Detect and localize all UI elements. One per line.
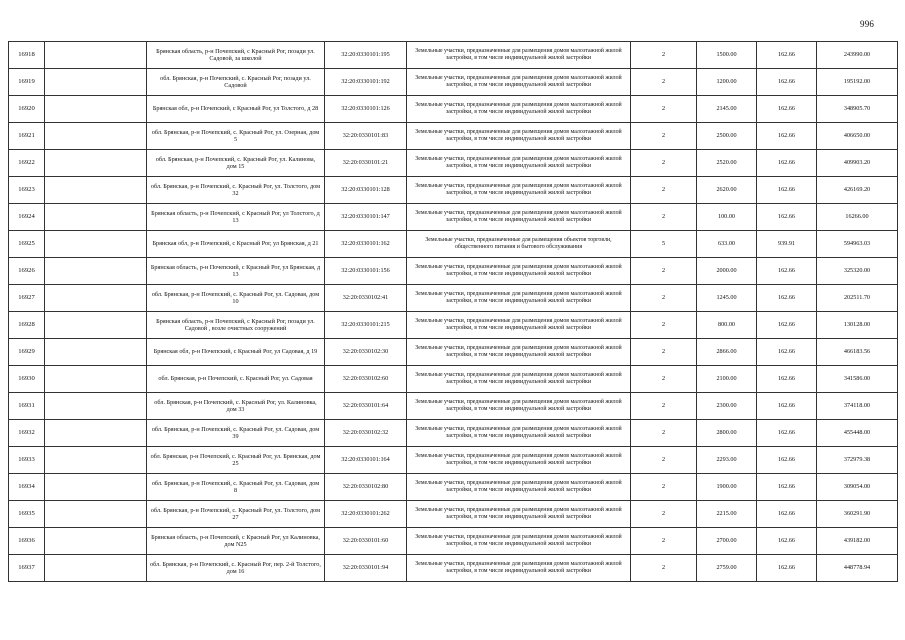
- blank-cell: [45, 96, 147, 123]
- area-cell: 2520.00: [697, 150, 757, 177]
- table-body: [9, 42, 898, 582]
- permitted-use-cell: Земельные участки, предназначенные для размещения домов малоэтажной жилой застройки, в том числе индивидуальной жилой застройки: [407, 42, 631, 69]
- area-cell: 1200.00: [697, 69, 757, 96]
- group-cell: 2: [631, 474, 697, 501]
- table-row: [9, 177, 898, 204]
- group-cell: 2: [631, 393, 697, 420]
- cadastral-number-cell: 32:20:0330101:21: [325, 150, 407, 177]
- permitted-use-cell: Земельные участки, предназначенные для размещения домов малоэтажной жилой застройки, в том числе индивидуальной жилой застройки: [407, 312, 631, 339]
- specific-value-cell: 162.66: [757, 96, 817, 123]
- cadastral-value-cell: 243990.00: [817, 42, 898, 69]
- area-cell: 800.00: [697, 312, 757, 339]
- row-number-cell: 16919: [9, 69, 45, 96]
- specific-value-cell: 162.66: [757, 285, 817, 312]
- permitted-use-cell: Земельные участки, предназначенные для размещения домов малоэтажной жилой застройки, в том числе индивидуальной жилой застройки: [407, 501, 631, 528]
- specific-value-cell: 162.66: [757, 366, 817, 393]
- address-cell: Брянская область, р-н Почепский, с Красный Рог, позади ул. Садовой , возле очистных сооружений: [147, 312, 325, 339]
- blank-cell: [45, 366, 147, 393]
- row-number-cell: 16936: [9, 528, 45, 555]
- area-cell: 2866.00: [697, 339, 757, 366]
- specific-value-cell: 162.66: [757, 555, 817, 582]
- page-number: 996: [860, 19, 875, 29]
- blank-cell: [45, 42, 147, 69]
- blank-cell: [45, 555, 147, 582]
- specific-value-cell: 162.66: [757, 123, 817, 150]
- cadastral-number-cell: 32:20:0330101:162: [325, 231, 407, 258]
- permitted-use-cell: Земельные участки, предназначенные для размещения домов малоэтажной жилой застройки, в том числе индивидуальной жилой застройки: [407, 393, 631, 420]
- table-row: [9, 555, 898, 582]
- blank-cell: [45, 258, 147, 285]
- table-row: [9, 312, 898, 339]
- cadastral-value-cell: 130128.00: [817, 312, 898, 339]
- address-cell: обл. Брянская, р-н Почепский, с. Красный Рог, ул. Брянская, дом 25: [147, 447, 325, 474]
- permitted-use-cell: Земельные участки, предназначенные для размещения домов малоэтажной жилой застройки, в том числе индивидуальной жилой застройки: [407, 366, 631, 393]
- address-cell: обл. Брянская, р-н Почепский, с. Красный Рог, ул. Садовая: [147, 366, 325, 393]
- group-cell: 2: [631, 555, 697, 582]
- area-cell: 2145.00: [697, 96, 757, 123]
- specific-value-cell: 162.66: [757, 393, 817, 420]
- specific-value-cell: 162.66: [757, 501, 817, 528]
- area-cell: 2500.00: [697, 123, 757, 150]
- table-row: [9, 447, 898, 474]
- permitted-use-cell: Земельные участки, предназначенные для размещения домов малоэтажной жилой застройки, в том числе индивидуальной жилой застройки: [407, 96, 631, 123]
- group-cell: 5: [631, 231, 697, 258]
- group-cell: 2: [631, 96, 697, 123]
- cadastral-number-cell: 32:20:0330102:30: [325, 339, 407, 366]
- cadastral-number-cell: 32:20:0330102:80: [325, 474, 407, 501]
- cadastral-value-cell: 426169.20: [817, 177, 898, 204]
- cadastral-number-cell: 32:20:0330101:94: [325, 555, 407, 582]
- cadastral-number-cell: 32:20:0330101:156: [325, 258, 407, 285]
- cadastral-value-cell: 448778.94: [817, 555, 898, 582]
- group-cell: 2: [631, 177, 697, 204]
- permitted-use-cell: Земельные участки, предназначенные для размещения домов малоэтажной жилой застройки, в том числе индивидуальной жилой застройки: [407, 474, 631, 501]
- blank-cell: [45, 501, 147, 528]
- blank-cell: [45, 447, 147, 474]
- row-number-cell: 16920: [9, 96, 45, 123]
- row-number-cell: 16935: [9, 501, 45, 528]
- blank-cell: [45, 393, 147, 420]
- blank-cell: [45, 285, 147, 312]
- table-row: [9, 42, 898, 69]
- row-number-cell: 16921: [9, 123, 45, 150]
- area-cell: 2700.00: [697, 528, 757, 555]
- permitted-use-cell: Земельные участки, предназначенные для размещения домов малоэтажной жилой застройки, в том числе индивидуальной жилой застройки: [407, 339, 631, 366]
- cadastral-value-cell: 341586.00: [817, 366, 898, 393]
- group-cell: 2: [631, 447, 697, 474]
- blank-cell: [45, 231, 147, 258]
- cadastral-value-cell: 372979.38: [817, 447, 898, 474]
- cadastral-number-cell: 32:20:0330102:60: [325, 366, 407, 393]
- blank-cell: [45, 339, 147, 366]
- area-cell: 100.00: [697, 204, 757, 231]
- group-cell: 2: [631, 339, 697, 366]
- cadastral-value-table: [8, 41, 898, 582]
- row-number-cell: 16937: [9, 555, 45, 582]
- group-cell: 2: [631, 69, 697, 96]
- table-row: [9, 420, 898, 447]
- row-number-cell: 16930: [9, 366, 45, 393]
- blank-cell: [45, 177, 147, 204]
- cadastral-number-cell: 32:20:0330101:126: [325, 96, 407, 123]
- specific-value-cell: 162.66: [757, 204, 817, 231]
- table-row: [9, 258, 898, 285]
- blank-cell: [45, 204, 147, 231]
- table-row: [9, 393, 898, 420]
- row-number-cell: 16918: [9, 42, 45, 69]
- group-cell: 2: [631, 420, 697, 447]
- group-cell: 2: [631, 204, 697, 231]
- specific-value-cell: 162.66: [757, 177, 817, 204]
- blank-cell: [45, 123, 147, 150]
- specific-value-cell: 162.66: [757, 69, 817, 96]
- table-row: [9, 69, 898, 96]
- row-number-cell: 16926: [9, 258, 45, 285]
- group-cell: 2: [631, 312, 697, 339]
- area-cell: 2100.00: [697, 366, 757, 393]
- row-number-cell: 16933: [9, 447, 45, 474]
- table-row: [9, 501, 898, 528]
- area-cell: 2800.00: [697, 420, 757, 447]
- group-cell: 2: [631, 42, 697, 69]
- address-cell: обл. Брянская, р-н Почепский, с. Красный Рог, ул. Озерная, дом 5: [147, 123, 325, 150]
- blank-cell: [45, 474, 147, 501]
- cadastral-number-cell: 32:20:0330101:262: [325, 501, 407, 528]
- permitted-use-cell: Земельные участки, предназначенные для размещения домов малоэтажной жилой застройки, в том числе индивидуальной жилой застройки: [407, 555, 631, 582]
- specific-value-cell: 939.91: [757, 231, 817, 258]
- group-cell: 2: [631, 501, 697, 528]
- specific-value-cell: 162.66: [757, 312, 817, 339]
- permitted-use-cell: Земельные участки, предназначенные для размещения домов малоэтажной жилой застройки, в том числе индивидуальной жилой застройки: [407, 177, 631, 204]
- table-row: [9, 339, 898, 366]
- area-cell: 2759.00: [697, 555, 757, 582]
- cadastral-number-cell: 32:20:0330101:83: [325, 123, 407, 150]
- permitted-use-cell: Земельные участки, предназначенные для размещения домов малоэтажной жилой застройки, в том числе индивидуальной жилой застройки: [407, 420, 631, 447]
- row-number-cell: 16927: [9, 285, 45, 312]
- row-number-cell: 16932: [9, 420, 45, 447]
- table-row: [9, 285, 898, 312]
- cadastral-value-cell: 360291.90: [817, 501, 898, 528]
- cadastral-number-cell: 32:20:0330102:32: [325, 420, 407, 447]
- table-row: [9, 528, 898, 555]
- permitted-use-cell: Земельные участки, предназначенные для размещения домов малоэтажной жилой застройки, в том числе индивидуальной жилой застройки: [407, 447, 631, 474]
- row-number-cell: 16925: [9, 231, 45, 258]
- specific-value-cell: 162.66: [757, 150, 817, 177]
- group-cell: 2: [631, 285, 697, 312]
- table-row: [9, 96, 898, 123]
- blank-cell: [45, 312, 147, 339]
- specific-value-cell: 162.66: [757, 258, 817, 285]
- area-cell: 1900.00: [697, 474, 757, 501]
- blank-cell: [45, 528, 147, 555]
- address-cell: Брянская обл, р-н Почепский, с Красный Рог, ул Брянская, д 21: [147, 231, 325, 258]
- row-number-cell: 16931: [9, 393, 45, 420]
- address-cell: обл. Брянская, р-н Почепский, с. Красный Рог, ул. Садовая, дом 39: [147, 420, 325, 447]
- row-number-cell: 16929: [9, 339, 45, 366]
- area-cell: 2215.00: [697, 501, 757, 528]
- address-cell: Брянская область, р-н Почепский, с Красный Рог, ул Брянская, д 13: [147, 258, 325, 285]
- blank-cell: [45, 150, 147, 177]
- address-cell: Брянская обл, р-н Почепский, с Красный Рог, ул Толстого, д 28: [147, 96, 325, 123]
- address-cell: обл. Брянская, р-н Почепский, с. Красный Рог, ул. Садовая, дом 8: [147, 474, 325, 501]
- table-row: [9, 123, 898, 150]
- permitted-use-cell: Земельные участки, предназначенные для размещения объектов торговли, общественного питания и бытового обслуживания: [407, 231, 631, 258]
- group-cell: 2: [631, 150, 697, 177]
- cadastral-value-cell: 202511.70: [817, 285, 898, 312]
- cadastral-number-cell: 32:20:0330101:195: [325, 42, 407, 69]
- blank-cell: [45, 420, 147, 447]
- specific-value-cell: 162.66: [757, 420, 817, 447]
- area-cell: 1500.00: [697, 42, 757, 69]
- table-row: [9, 231, 898, 258]
- area-cell: 2300.00: [697, 393, 757, 420]
- permitted-use-cell: Земельные участки, предназначенные для размещения домов малоэтажной жилой застройки, в том числе индивидуальной жилой застройки: [407, 123, 631, 150]
- address-cell: обл. Брянская, р-н Почепский, с. Красный Рог, пер. 2-й Толстого, дом 16: [147, 555, 325, 582]
- cadastral-number-cell: 32:20:0330102:41: [325, 285, 407, 312]
- group-cell: 2: [631, 258, 697, 285]
- address-cell: обл. Брянская, р-н Почепский, с. Красный Рог, ул. Толстого, дом 27: [147, 501, 325, 528]
- permitted-use-cell: Земельные участки, предназначенные для размещения домов малоэтажной жилой застройки, в том числе индивидуальной жилой застройки: [407, 150, 631, 177]
- group-cell: 2: [631, 366, 697, 393]
- cadastral-value-cell: 409903.20: [817, 150, 898, 177]
- cadastral-value-cell: 594963.03: [817, 231, 898, 258]
- area-cell: 2293.00: [697, 447, 757, 474]
- cadastral-number-cell: 32:20:0330101:60: [325, 528, 407, 555]
- row-number-cell: 16922: [9, 150, 45, 177]
- group-cell: 2: [631, 123, 697, 150]
- blank-cell: [45, 69, 147, 96]
- specific-value-cell: 162.66: [757, 339, 817, 366]
- area-cell: 2000.00: [697, 258, 757, 285]
- group-cell: 2: [631, 528, 697, 555]
- cadastral-number-cell: 32:20:0330101:128: [325, 177, 407, 204]
- row-number-cell: 16928: [9, 312, 45, 339]
- specific-value-cell: 162.66: [757, 42, 817, 69]
- permitted-use-cell: Земельные участки, предназначенные для размещения домов малоэтажной жилой застройки, в том числе индивидуальной жилой застройки: [407, 258, 631, 285]
- table-row: [9, 366, 898, 393]
- permitted-use-cell: Земельные участки, предназначенные для размещения домов малоэтажной жилой застройки, в том числе индивидуальной жилой застройки: [407, 204, 631, 231]
- permitted-use-cell: Земельные участки, предназначенные для размещения домов малоэтажной жилой застройки, в том числе индивидуальной жилой застройки: [407, 69, 631, 96]
- area-cell: 2620.00: [697, 177, 757, 204]
- specific-value-cell: 162.66: [757, 528, 817, 555]
- table-row: [9, 474, 898, 501]
- table-row: [9, 150, 898, 177]
- cadastral-value-cell: 325320.00: [817, 258, 898, 285]
- address-cell: Брянская область, р-н Почепский, с Красный Рог, ул Толстого, д 13: [147, 204, 325, 231]
- cadastral-value-cell: 348905.70: [817, 96, 898, 123]
- row-number-cell: 16934: [9, 474, 45, 501]
- address-cell: Брянская обл, р-н Почепский, с Красный Рог, ул Садовая, д 19: [147, 339, 325, 366]
- area-cell: 633.00: [697, 231, 757, 258]
- cadastral-value-cell: 374118.00: [817, 393, 898, 420]
- cadastral-value-cell: 466183.56: [817, 339, 898, 366]
- table-row: [9, 204, 898, 231]
- address-cell: обл. Брянская, р-н Почепский, с. Красный Рог, ул. Толстого, дом 32: [147, 177, 325, 204]
- cadastral-value-cell: 455448.00: [817, 420, 898, 447]
- address-cell: обл. Брянская, р-н Почепский, с. Красный Рог, позади ул. Садовой: [147, 69, 325, 96]
- cadastral-value-cell: 309054.00: [817, 474, 898, 501]
- permitted-use-cell: Земельные участки, предназначенные для размещения домов малоэтажной жилой застройки, в том числе индивидуальной жилой застройки: [407, 528, 631, 555]
- address-cell: обл. Брянская, р-н Почепский, с. Красный Рог, ул. Калиновка, дом 33: [147, 393, 325, 420]
- cadastral-value-cell: 406650.00: [817, 123, 898, 150]
- row-number-cell: 16923: [9, 177, 45, 204]
- cadastral-value-cell: 195192.00: [817, 69, 898, 96]
- permitted-use-cell: Земельные участки, предназначенные для размещения домов малоэтажной жилой застройки, в том числе индивидуальной жилой застройки: [407, 285, 631, 312]
- specific-value-cell: 162.66: [757, 474, 817, 501]
- address-cell: обл. Брянская, р-н Почепский, с. Красный Рог, ул. Калинова, дом 15: [147, 150, 325, 177]
- cadastral-number-cell: 32:20:0330101:215: [325, 312, 407, 339]
- row-number-cell: 16924: [9, 204, 45, 231]
- address-cell: Брянская область, р-н Почепский, с Красный Рог, позади ул. Садовой, за школой: [147, 42, 325, 69]
- cadastral-value-cell: 16266.00: [817, 204, 898, 231]
- address-cell: обл. Брянская, р-н Почепский, с. Красный Рог, ул. Садовая, дом 10: [147, 285, 325, 312]
- cadastral-number-cell: 32:20:0330101:64: [325, 393, 407, 420]
- area-cell: 1245.00: [697, 285, 757, 312]
- cadastral-number-cell: 32:20:0330101:164: [325, 447, 407, 474]
- cadastral-number-cell: 32:20:0330101:147: [325, 204, 407, 231]
- specific-value-cell: 162.66: [757, 447, 817, 474]
- cadastral-number-cell: 32:20:0330101:192: [325, 69, 407, 96]
- address-cell: Брянская область, р-н Почепский, с Красный Рог, ул Калиновка, дом N25: [147, 528, 325, 555]
- cadastral-value-cell: 439182.00: [817, 528, 898, 555]
